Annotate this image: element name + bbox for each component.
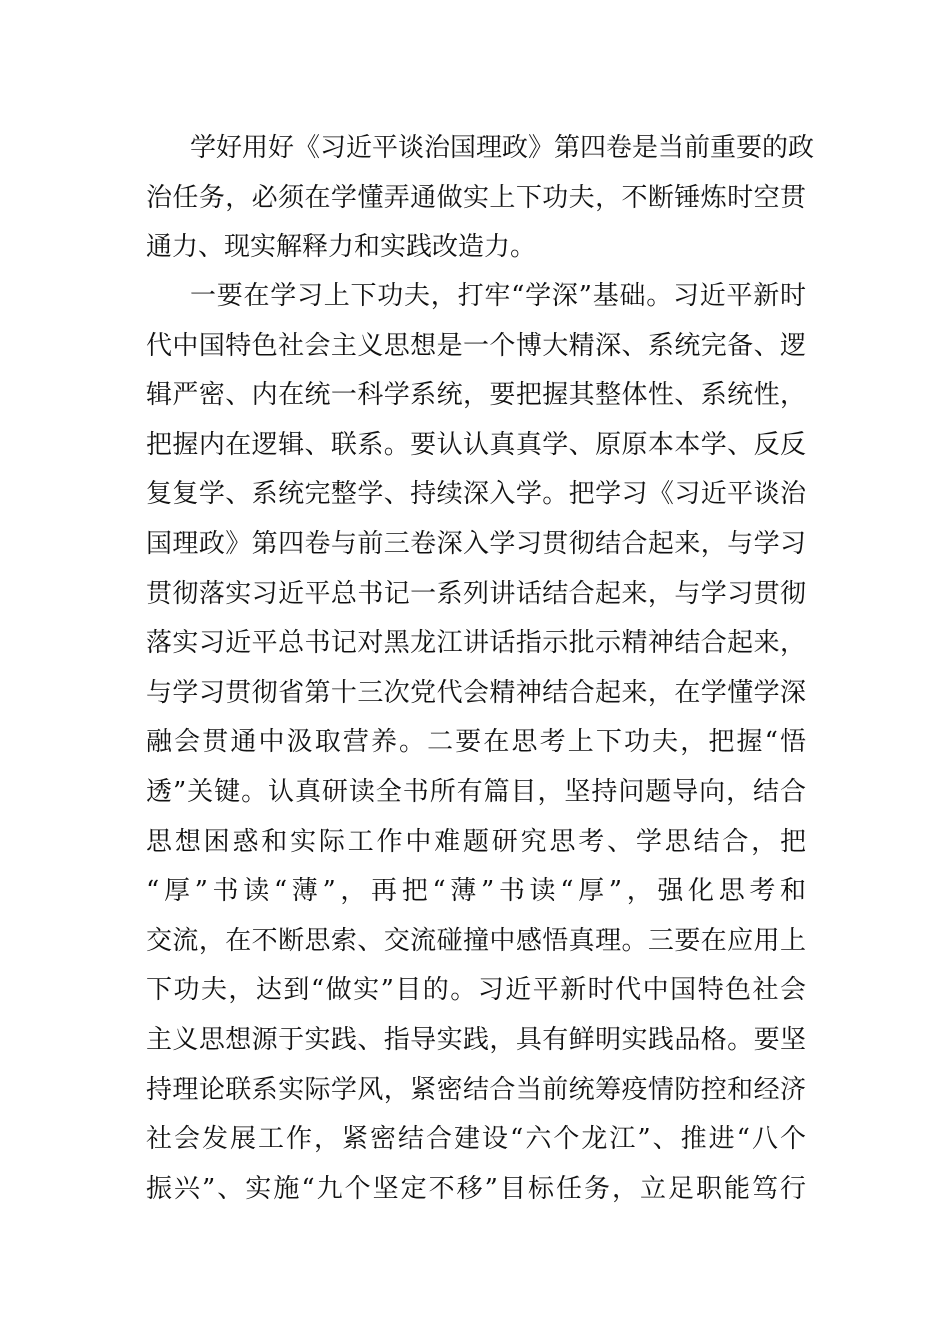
- text-line: 贯彻落实习近平总书记一系列讲话结合起来，与学习贯彻: [146, 578, 806, 609]
- paragraph-intro: [146, 124, 815, 273]
- text-line: 代中国特色社会主义思想是一个博大精深、系统完备、逻: [146, 330, 806, 361]
- text-line: 思想困惑和实际工作中难题研究思考、学思结合，把: [146, 826, 806, 857]
- text-line: 交流，在不断思索、交流碰撞中感悟真理。三要在应用上: [146, 925, 806, 956]
- text-line: 持理论联系实际学风，紧密结合当前统筹疫情防控和经济: [146, 1074, 806, 1105]
- text-line: 国理政》第四卷与前三卷深入学习贯彻结合起来，与学习: [146, 528, 806, 559]
- text-line: 与学习贯彻省第十三次党代会精神结合起来，在学懂学深: [146, 677, 806, 708]
- text-line: 下功夫，达到“做实”目的。习近平新时代中国特色社会: [146, 975, 806, 1006]
- text-line: 主义思想源于实践、指导实践，具有鲜明实践品格。要坚: [146, 1024, 806, 1055]
- text-line: 辑严密、内在统一科学系统，要把握其整体性、系统性，: [146, 380, 806, 411]
- text-line: 治任务，必须在学懂弄通做实上下功夫，不断锤炼时空贯: [146, 182, 806, 213]
- text-line: 学好用好《习近平谈治国理政》第四卷是当前重要的政: [190, 133, 815, 163]
- text-line: 复复学、系统完整学、持续深入学。把学习《习近平谈治: [146, 479, 806, 510]
- text-line: “厚”书读“薄”，再把“薄”书读“厚”，强化思考和: [146, 876, 806, 907]
- text-line: 把握内在逻辑、联系。要认认真真学、原原本本学、反反: [146, 429, 806, 460]
- text-line: 落实习近平总书记对黑龙江讲话指示批示精神结合起来，: [146, 628, 806, 659]
- text-line: 社会发展工作，紧密结合建设“六个龙江”、推进“八个: [146, 1124, 806, 1155]
- text-line: 透”关键。认真研读全书所有篇目，坚持问题导向，结合: [146, 776, 806, 807]
- text-line: 一要在学习上下功夫，打牢“学深”基础。习近平新时: [190, 281, 806, 311]
- text-line: 通力、现实解释力和实践改造力。: [146, 232, 537, 263]
- text-line: 振兴”、实施“九个坚定不移”目标任务，立足职能笃行: [146, 1173, 806, 1204]
- text-line: 融会贯通中汲取营养。二要在思考上下功夫，把握“悟: [146, 727, 806, 758]
- paragraph-body: [146, 272, 806, 1214]
